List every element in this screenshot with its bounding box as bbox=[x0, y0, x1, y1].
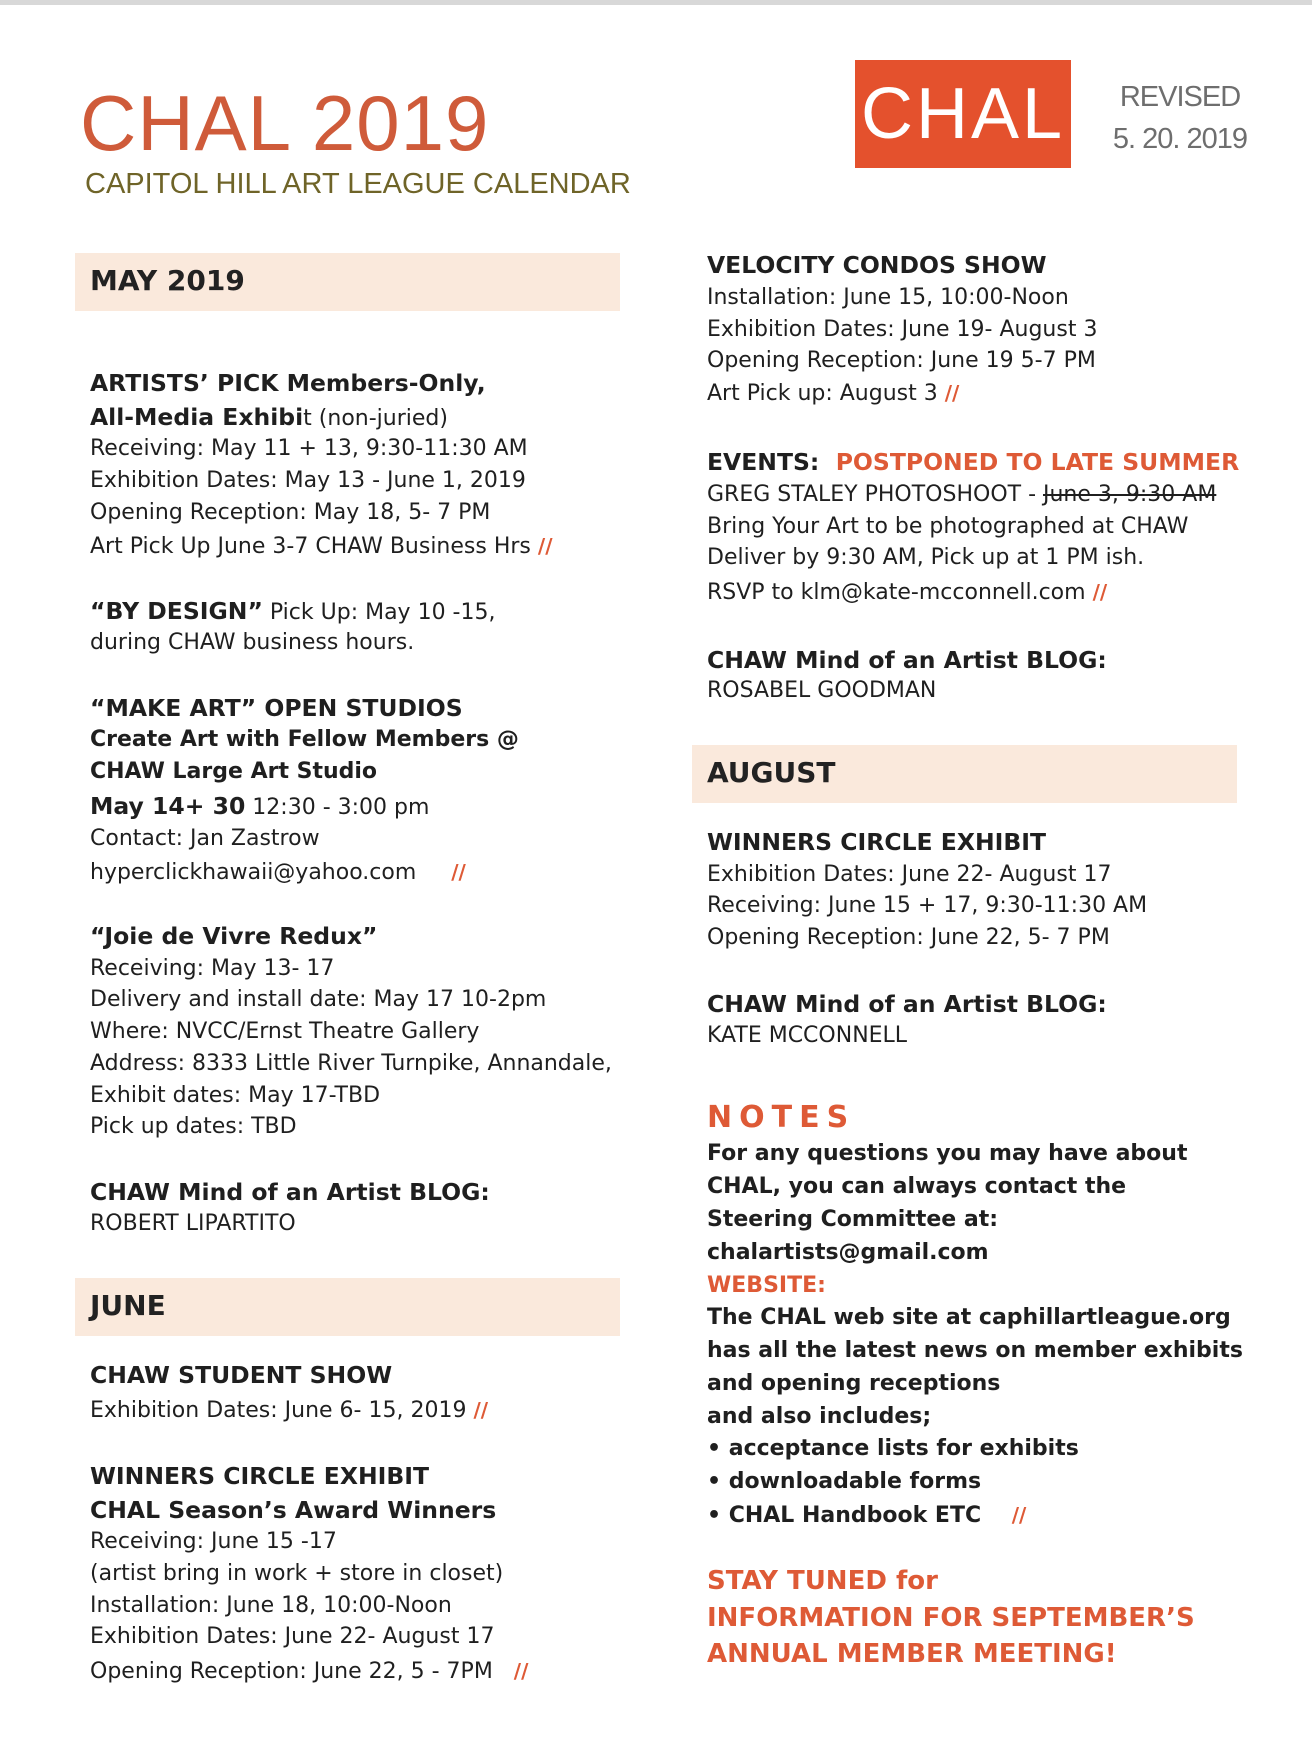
section-band-june bbox=[75, 1278, 620, 1336]
winners-june-receiving: Receiving: June 15 -17 bbox=[90, 1529, 337, 1554]
notes-line2: CHAL, you can always contact the bbox=[707, 1174, 1127, 1199]
page-title: CHAL 2019 bbox=[80, 79, 490, 167]
struck-date: June 3, 9:30 AM bbox=[1043, 482, 1217, 507]
winners-aug-dates: Exhibition Dates: June 22- August 17 bbox=[707, 862, 1112, 887]
make-art-email-line bbox=[90, 857, 466, 888]
bullet-acceptance-lists: • acceptance lists for exhibits bbox=[707, 1436, 1079, 1461]
artists-pick-receiving: Receiving: May 11 + 13, 9:30-11:30 AM bbox=[90, 436, 528, 461]
joie-delivery: Delivery and install date: May 17 10-2pm bbox=[90, 987, 547, 1012]
velocity-title: VELOCITY CONDOS SHOW bbox=[707, 251, 1047, 279]
blog-aug-name: KATE MCCONNELL bbox=[707, 1023, 908, 1048]
winners-june-install: Installation: June 18, 10:00-Noon bbox=[90, 1593, 452, 1618]
velocity-reception: Opening Reception: June 19 5-7 PM bbox=[707, 348, 1096, 373]
bullet-downloadable-forms: • downloadable forms bbox=[707, 1469, 982, 1494]
velocity-dates: Exhibition Dates: June 19- August 3 bbox=[707, 317, 1098, 342]
notes-line3: Steering Committee at: bbox=[707, 1207, 999, 1232]
artists-pick-subtitle: All-Media Exhibit (non-juried) bbox=[90, 403, 448, 431]
separator-mark: // bbox=[944, 381, 960, 405]
website-line1: The CHAL web site at caphillartleague.org bbox=[707, 1305, 1231, 1330]
joie-receiving: Receiving: May 13- 17 bbox=[90, 956, 335, 981]
stay-tuned-line1: STAY TUNED for bbox=[707, 1566, 938, 1596]
make-art-line1: Create Art with Fellow Members @ bbox=[90, 727, 519, 752]
stay-tuned-line3: ANNUAL MEMBER MEETING! bbox=[707, 1639, 1117, 1669]
notes-line1: For any questions you may have about bbox=[707, 1141, 1188, 1166]
separator-mark: // bbox=[473, 1398, 489, 1422]
section-header-august: AUGUST bbox=[707, 756, 836, 789]
blog-may-title: CHAW Mind of an Artist BLOG: bbox=[90, 1178, 490, 1206]
make-art-title: “MAKE ART” OPEN STUDIOS bbox=[90, 694, 463, 722]
revised-label: REVISED bbox=[1119, 81, 1241, 113]
winners-june-dates: Exhibition Dates: June 22- August 17 bbox=[90, 1624, 495, 1649]
blog-june-name: ROSABEL GOODMAN bbox=[707, 678, 937, 703]
by-design-line2: during CHAW business hours. bbox=[90, 630, 415, 655]
website-label: WEBSITE: bbox=[707, 1273, 826, 1298]
winners-june-note: (artist bring in work + store in closet) bbox=[90, 1561, 504, 1586]
blog-may-name: ROBERT LIPARTITO bbox=[90, 1211, 296, 1236]
website-line2: has all the latest news on member exhibits bbox=[707, 1338, 1243, 1363]
website-line4: and also includes; bbox=[707, 1404, 932, 1429]
artists-pick-pickup: Art Pick Up June 3-7 CHAW Business Hrs // bbox=[90, 534, 553, 559]
joie-where: Where: NVCC/Ernst Theatre Gallery bbox=[90, 1019, 480, 1044]
make-art-email[interactable]: hyperclickhawaii@yahoo.com bbox=[90, 860, 417, 885]
separator-mark: // bbox=[1011, 1503, 1027, 1527]
winners-aug-reception: Opening Reception: June 22, 5- 7 PM bbox=[707, 925, 1110, 950]
section-header-may: MAY 2019 bbox=[90, 264, 245, 297]
separator-mark: // bbox=[451, 860, 466, 884]
separator-mark: // bbox=[513, 1659, 529, 1683]
events-line2: Bring Your Art to be photographed at CHAW bbox=[707, 514, 1189, 539]
top-border bbox=[0, 0, 1312, 5]
separator-mark: // bbox=[1092, 580, 1108, 604]
events-postponed: POSTPONED TO LATE SUMMER bbox=[835, 448, 1240, 476]
events-photoshoot: GREG STALEY PHOTOSHOOT - June 3, 9:30 AM bbox=[707, 482, 1217, 507]
blog-aug-title: CHAW Mind of an Artist BLOG: bbox=[707, 990, 1107, 1018]
notes-email[interactable]: chalartists@gmail.com bbox=[707, 1240, 989, 1265]
section-band-may bbox=[75, 253, 620, 311]
winners-june-reception: Opening Reception: June 22, 5 - 7PM // bbox=[90, 1659, 529, 1684]
joie-title: “Joie de Vivre Redux” bbox=[90, 922, 378, 950]
velocity-pickup: Art Pick up: August 3 // bbox=[707, 381, 960, 406]
by-design-line1: “BY DESIGN” Pick Up: May 10 -15, bbox=[90, 597, 496, 625]
revised-stamp bbox=[1105, 76, 1255, 160]
joie-exhibit: Exhibit dates: May 17-TBD bbox=[90, 1083, 381, 1108]
student-show-title: CHAW STUDENT SHOW bbox=[90, 1361, 393, 1389]
revised-date: 5. 20. 2019 bbox=[1112, 123, 1248, 155]
events-rsvp bbox=[707, 577, 1107, 608]
notes-heading: NOTES bbox=[707, 1100, 856, 1135]
page-subtitle: CAPITOL HILL ART LEAGUE CALENDAR bbox=[85, 168, 631, 200]
events-line3: Deliver by 9:30 AM, Pick up at 1 PM ish. bbox=[707, 545, 1145, 570]
artists-pick-reception: Opening Reception: May 18, 5- 7 PM bbox=[90, 500, 491, 525]
artists-pick-dates: Exhibition Dates: May 13 - June 1, 2019 bbox=[90, 468, 526, 493]
chal-logo bbox=[855, 60, 1071, 168]
joie-pickup: Pick up dates: TBD bbox=[90, 1114, 297, 1139]
bullet-handbook: • CHAL Handbook ETC // bbox=[707, 1503, 1027, 1528]
winners-june-subtitle: CHAL Season’s Award Winners bbox=[90, 1496, 497, 1524]
section-band-august bbox=[692, 745, 1237, 803]
make-art-dates: May 14+ 30 12:30 - 3:00 pm bbox=[90, 792, 430, 820]
joie-address: Address: 8333 Little River Turnpike, Annandale, bbox=[90, 1051, 612, 1076]
student-show-dates: Exhibition Dates: June 6- 15, 2019 // bbox=[90, 1398, 489, 1423]
make-art-line2: CHAW Large Art Studio bbox=[90, 759, 378, 784]
velocity-install: Installation: June 15, 10:00-Noon bbox=[707, 285, 1069, 310]
section-header-june: JUNE bbox=[90, 1289, 166, 1322]
winners-aug-title: WINNERS CIRCLE EXHIBIT bbox=[707, 828, 1047, 856]
winners-aug-receiving: Receiving: June 15 + 17, 9:30-11:30 AM bbox=[707, 893, 1148, 918]
artists-pick-title: ARTISTS’ PICK Members-Only, bbox=[90, 369, 486, 397]
make-art-contact: Contact: Jan Zastrow bbox=[90, 826, 320, 851]
events-rsvp-email[interactable]: RSVP to klm@kate-mcconnell.com bbox=[707, 580, 1086, 605]
stay-tuned-line2: INFORMATION FOR SEPTEMBER’S bbox=[707, 1603, 1195, 1633]
events-title: EVENTS: POSTPONED TO LATE SUMMER bbox=[707, 448, 1240, 476]
logo-text: CHAL bbox=[860, 74, 1066, 154]
blog-june-title: CHAW Mind of an Artist BLOG: bbox=[707, 646, 1107, 674]
website-line3: and opening receptions bbox=[707, 1371, 1001, 1396]
separator-mark: // bbox=[537, 534, 553, 558]
winners-june-title: WINNERS CIRCLE EXHIBIT bbox=[90, 1462, 430, 1490]
